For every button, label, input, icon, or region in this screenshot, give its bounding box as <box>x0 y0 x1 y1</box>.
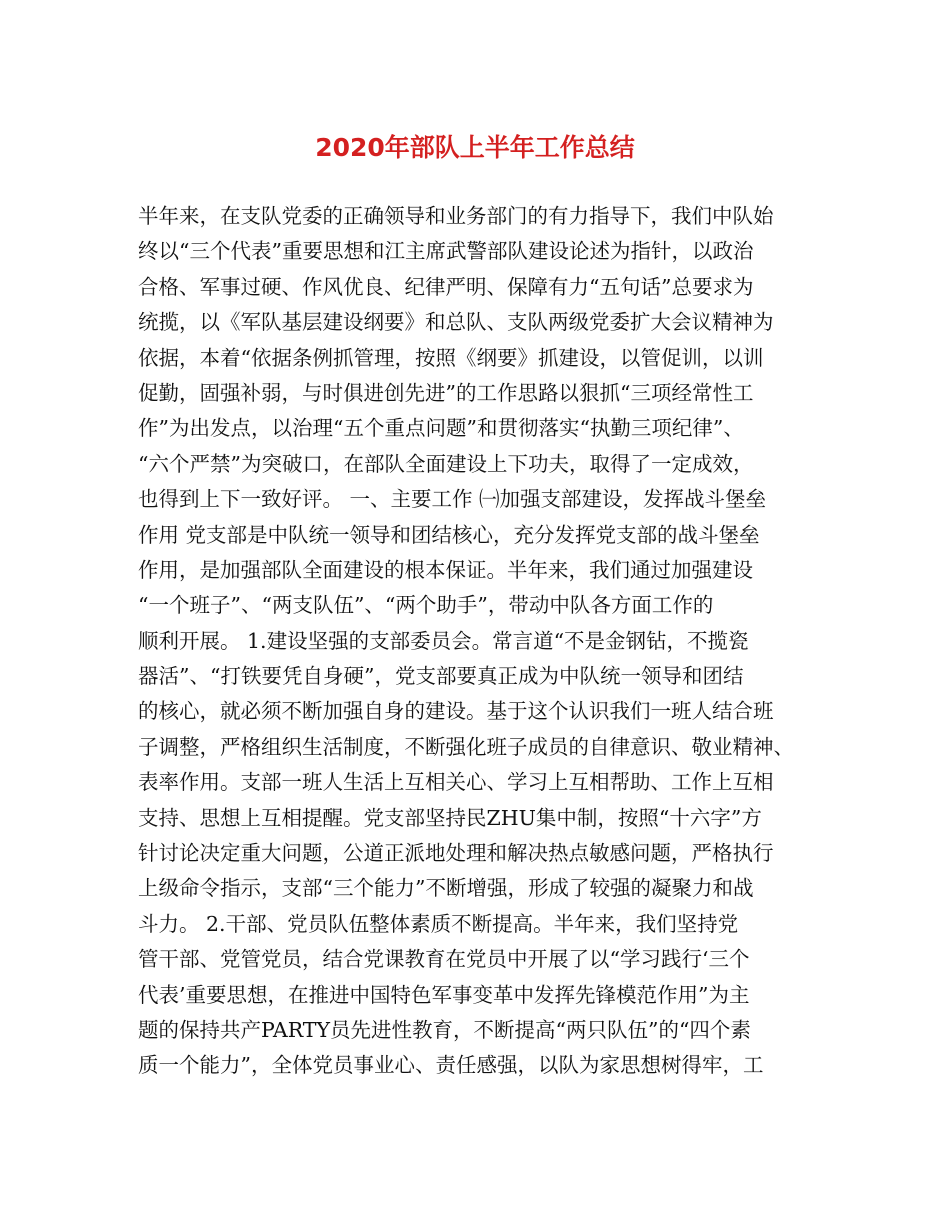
body-line: 的核心，就必须不断加强自身的建设。基于这个认识我们一班人结合班 <box>138 699 774 724</box>
body-line: 质一个能力”，全体党员事业心、责任感强，以队为家思想树得牢，工 <box>138 1053 764 1078</box>
body-line: 顺利开展。 1.建设坚强的支部委员会。常言道“不是金钢钻，不揽瓷 <box>138 628 749 653</box>
body-line: 题的保持共产PARTY员先进性教育，不断提高“两只队伍”的“四个素 <box>138 1017 751 1042</box>
body-line: 统揽，以《军队基层建设纲要》和总队、支队两级党委扩大会议精神为 <box>138 310 774 335</box>
body-line: “一个班子”、“两支队伍”、“两个助手”，带动中队各方面工作的 <box>138 593 714 618</box>
body-line: 上级命令指示，支部“三个能力”不断增强，形成了较强的凝聚力和战 <box>138 876 754 901</box>
body-line: 作用 党支部是中队统一领导和团结核心，充分发挥党支部的战斗堡垒 <box>138 522 760 547</box>
body-line: 器活”、“打铁要凭自身硬”，党支部要真正成为中队统一领导和团结 <box>138 664 744 689</box>
body-line: 斗力。 2.干部、党员队伍整体素质不断提高。半年来，我们坚持党 <box>138 911 739 936</box>
body-line: 表率作用。支部一班人生活上互相关心、学习上互相帮助、工作上互相 <box>138 770 774 795</box>
body-line: 半年来，在支队党委的正确领导和业务部门的有力指导下，我们中队始 <box>138 204 774 228</box>
document-title: 2020年部队上半年工作总结 <box>315 133 635 162</box>
body-line: “六个严禁”为突破口，在部队全面建设上下功夫，取得了一定成效， <box>138 451 754 476</box>
body-line: 作用，是加强部队全面建设的根本保证。半年来，我们通过加强建设 <box>138 557 753 582</box>
body-line: 支持、思想上互相提醒。党支部坚持民ZHU集中制，按照“十六字”方 <box>138 805 762 830</box>
body-line: 促勤，固强补弱，与时俱进创先进”的工作思路以狠抓“三项经常性工 <box>138 380 754 405</box>
body-line: 终以“三个代表”重要思想和江主席武警部队建设论述为指针，以政治 <box>138 239 754 264</box>
body-line: 针讨论决定重大问题，公道正派地处理和解决热点敏感问题，严格执行 <box>138 841 774 866</box>
body-line: 子调整，严格组织生活制度，不断强化班子成员的自律意识、敬业精神、 <box>138 734 794 759</box>
document-body <box>138 199 828 1084</box>
body-line: 也得到上下一致好评。 一、主要工作 ㈠加强支部建设，发挥战斗堡垒 <box>138 487 767 512</box>
body-line: 管干部、党管党员，结合党课教育在党员中开展了以“学习践行‘三个 <box>138 947 750 972</box>
body-line: 代表’重要思想，在推进中国特色军事变革中发挥先锋模范作用”为主 <box>138 982 750 1007</box>
body-line: 依据，本着“依据条例抓管理，按照《纲要》抓建设，以管促训，以训 <box>138 345 764 370</box>
body-line: 作”为出发点，以治理“五个重点问题”和贯彻落实“执勤三项纪律”、 <box>138 416 744 441</box>
body-line: 合格、军事过硬、作风优良、纪律严明、保障有力“五句话”总要求为 <box>138 274 754 299</box>
